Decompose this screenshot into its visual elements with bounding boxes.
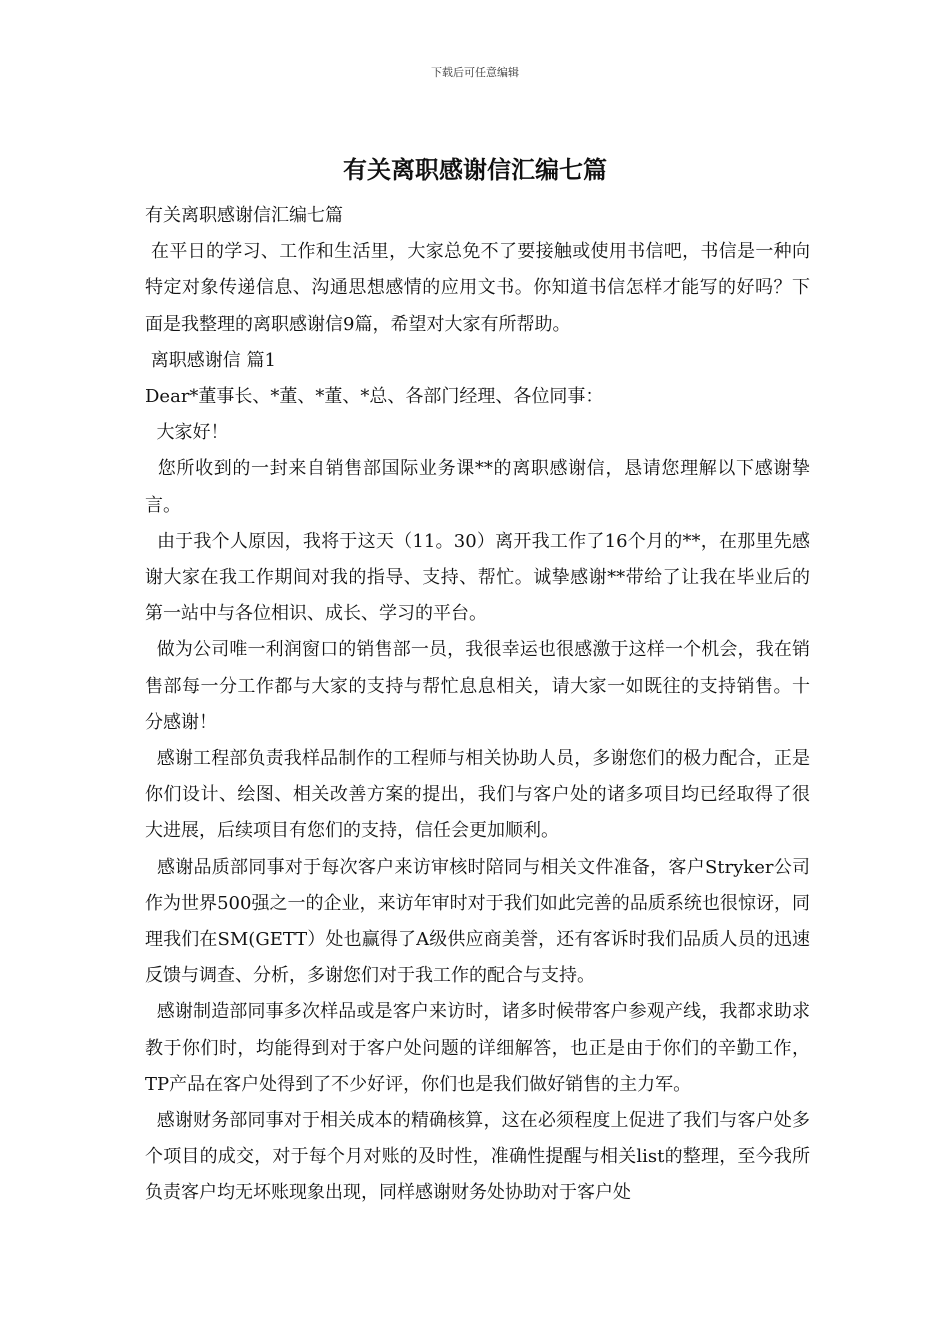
page-header-note: 下载后可任意编辑	[431, 66, 519, 79]
paragraph-body: 由于我个人原因，我将于这天（11。30）离开我工作了16个月的**，在那里先感谢大家在我工作期间对我的指导、支持、帮忙。诚挚感谢**带给了让我在毕业后的第一站中与各位相识、成长、学习的平台。	[145, 530, 810, 625]
paragraph-greeting: 大家好！	[145, 422, 229, 444]
paragraph-section-heading: 离职感谢信 篇1	[145, 349, 276, 371]
document-body	[145, 198, 810, 1212]
paragraph-body: 您所收到的一封来自销售部国际业务课**的离职感谢信，恳请您理解以下感谢挚言。	[145, 458, 811, 516]
paragraph-body: 做为公司唯一利润窗口的销售部一员，我很幸运也很感激于这样一个机会，我在销售部每一分工作都与大家的支持与帮忙息息相关，请大家一如既往的支持销售。十分感谢！	[145, 639, 810, 733]
paragraph-subtitle: 有关离职感谢信汇编七篇	[145, 205, 343, 226]
paragraph-body: 感谢品质部同事对于每次客户来访审核时陪同与相关文件准备，客户Stryker公司作为世界500强之一的企业，来访年审时对于我们如此完善的品质系统也很惊讶，同理我们在SM(GETT）处也赢得了A级供应商美誉，还有客诉时我们品质人员的迅速反馈与调查、分析，多谢您们对于我工作的配合与支持。	[145, 856, 810, 987]
paragraph-body: 感谢财务部同事对于相关成本的精确核算，这在必须程度上促进了我们与客户处多个项目的成交，对于每个月对账的及时性，准确性提醒与相关list的整理，至今我所负责客户均无坏账现象出现，同样感谢财务处协助对于客户处	[145, 1110, 810, 1204]
document-title: 有关离职感谢信汇编七篇	[343, 155, 607, 184]
paragraph-body: 感谢工程部负责我样品制作的工程师与相关协助人员，多谢您们的极力配合，正是你们设计、绘图、相关改善方案的提出，我们与客户处的诸多项目均已经取得了很大进展，后续项目有您们的支持，信任会更加顺利。	[145, 748, 810, 842]
paragraph-body: 感谢制造部同事多次样品或是客户来访时，诸多时候带客户参观产线，我都求助求教于你们时，均能得到对于客户处问题的详细解答，也正是由于你们的辛勤工作，TP产品在客户处得到了不少好评，你们也是我们做好销售的主力军。	[145, 1001, 810, 1095]
paragraph-intro: 在平日的学习、工作和生活里，大家总免不了要接触或使用书信吧，书信是一种向特定对象传递信息、沟通思想感情的应用文书。你知道书信怎样才能写的好吗？下面是我整理的离职感谢信9篇，希望对大家有所帮助。	[145, 241, 810, 335]
paragraph-salutation: Dear*董事长、*董、*董、*总、各部门经理、各位同事：	[145, 386, 604, 408]
